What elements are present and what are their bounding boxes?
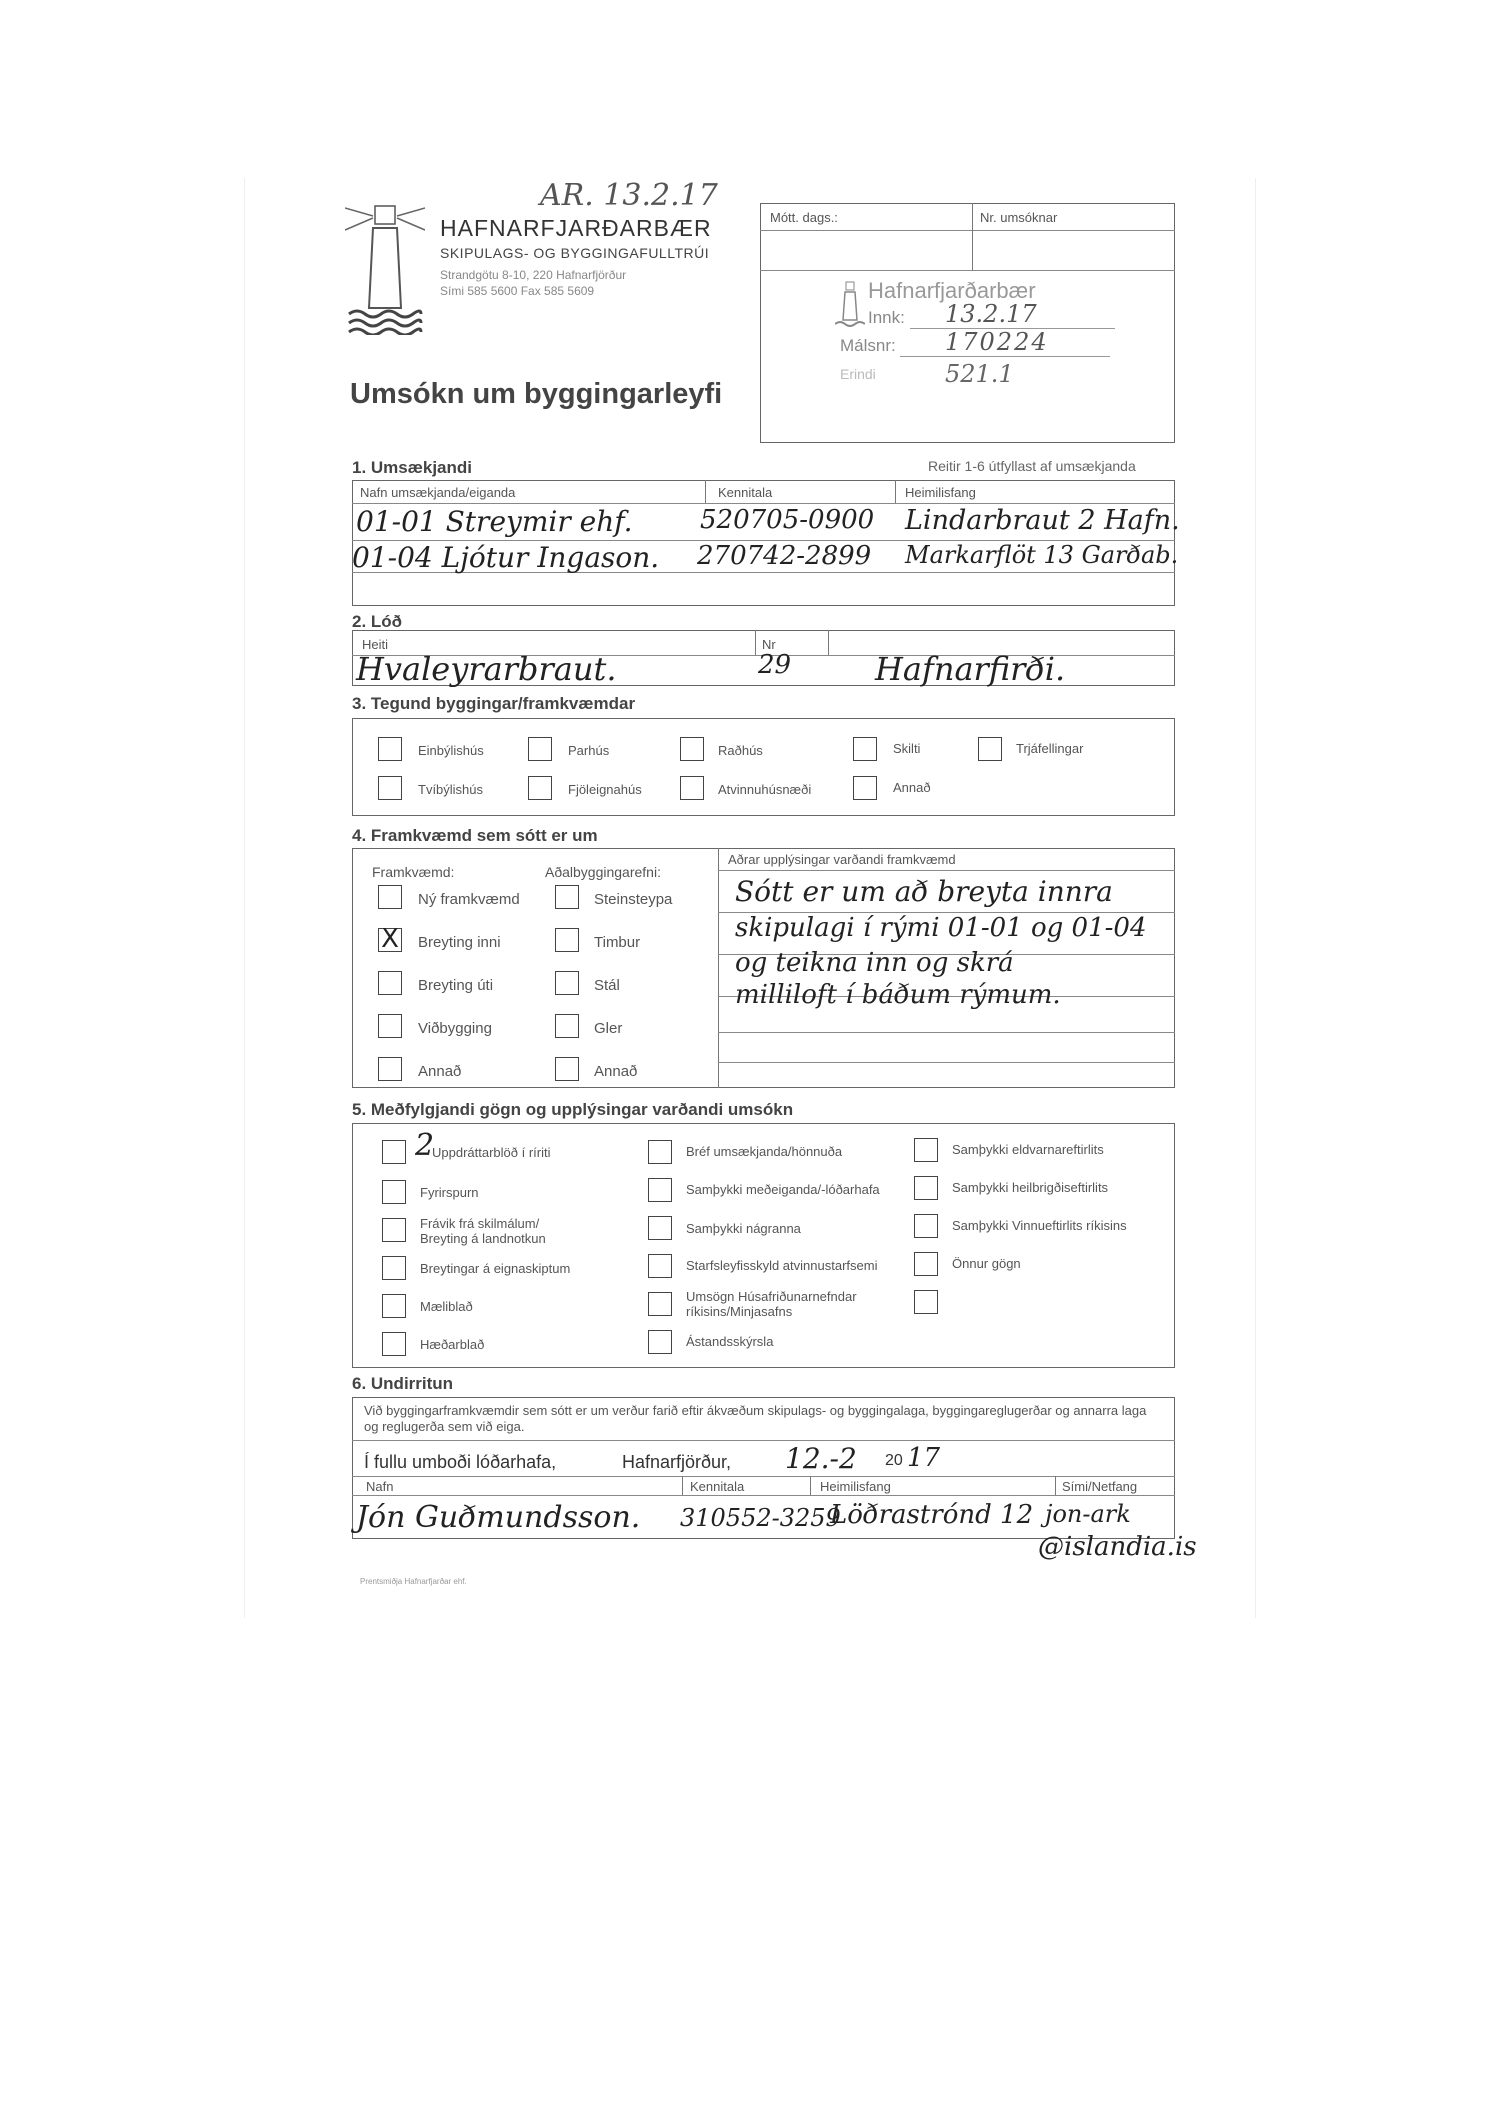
label-steinsteypa: Steinsteypa — [594, 891, 673, 908]
s6-place: Hafnarfjörður, — [622, 1452, 732, 1472]
signer-addr: Löðrastrónd 12 — [830, 1500, 1034, 1530]
s6-terms: Við byggingarframkvæmdir sem sótt er um verður farið eftir ákvæðum skipulags- og byggingalaga, byggingareglugerðar og annarra laga og reglugerða sem við eiga. — [364, 1403, 1147, 1434]
signer-email-1: jon-ark — [1045, 1500, 1131, 1528]
signer-name: Jón Guðmundsson. — [356, 1500, 641, 1535]
label-maeliblad: Mæliblað — [420, 1299, 473, 1314]
label-fyrirspurn: Fyrirspurn — [420, 1185, 479, 1200]
label-annad-tegund: Annað — [893, 780, 931, 795]
other-line-4 — [718, 1032, 1175, 1033]
s2-col-heiti: Heiti — [362, 637, 389, 652]
cb-bref-umsaekjanda[interactable] — [648, 1140, 672, 1164]
cb-uppdrattarblod[interactable] — [382, 1140, 406, 1164]
label-astandsskyrsla: Ástandsskýrsla — [686, 1334, 774, 1349]
org-name: HAFNARFJARÐARBÆR — [440, 215, 712, 241]
stamp-lighthouse-icon — [835, 280, 865, 330]
s4-split — [718, 848, 719, 1088]
s1-col-split-2 — [895, 480, 896, 503]
printer-credit: Prentsmiðja Hafnarfjarðar ehf. — [360, 1577, 467, 1586]
cb-annad-efni[interactable] — [555, 1057, 579, 1081]
lot-town: Hafnarfirði. — [875, 650, 1066, 688]
s6-header-line — [352, 1476, 1175, 1477]
cb-gler[interactable] — [555, 1014, 579, 1038]
attachment-count: 2 — [415, 1128, 435, 1163]
label-husafridun: Umsögn Húsafriðunarnefndar ríkisins/Minjasafns — [686, 1289, 857, 1319]
label-skilti: Skilti — [893, 741, 921, 756]
label-fjoleignahus: Fjöleignahús — [568, 782, 642, 797]
cb-steinsteypa[interactable] — [555, 885, 579, 909]
s6-header-line-2 — [352, 1495, 1175, 1496]
s1-header-line — [352, 503, 1175, 504]
erindi-value: 521.1 — [945, 360, 1014, 388]
cb-eldvarnir[interactable] — [914, 1138, 938, 1162]
erindi-label: Erindi — [840, 366, 876, 382]
cb-vidbygging[interactable] — [378, 1014, 402, 1038]
s2-col-split-2 — [828, 630, 829, 655]
reception-header-line — [760, 230, 1175, 231]
label-vinnueftirlit: Samþykki Vinnueftirlits ríkisins — [952, 1218, 1127, 1233]
label-onnur-gogn: Önnur gögn — [952, 1256, 1021, 1271]
cb-breyting-uti[interactable] — [378, 971, 402, 995]
cb-haedarblad[interactable] — [382, 1332, 406, 1356]
org-address: Strandgötu 8-10, 220 Hafnarfjörður — [440, 268, 627, 282]
cb-breyting-inni[interactable] — [378, 924, 402, 954]
label-annad-framkvaemd: Annað — [418, 1063, 462, 1080]
label-haedarblad: Hæðarblað — [420, 1337, 485, 1352]
s1-col-split-1 — [705, 480, 706, 503]
s6-date: 12.-2 — [785, 1442, 857, 1475]
label-breyting-uti: Breyting úti — [418, 977, 494, 994]
lot-name: Hvaleyrarbraut. — [356, 650, 617, 688]
label-samthykki-nagranna: Samþykki nágranna — [686, 1221, 801, 1236]
malsnr-value: 170224 — [945, 328, 1049, 356]
org-phone: Sími 585 5600 Fax 585 5609 — [440, 284, 595, 298]
label-ny-framkvaemd: Ný framkvæmd — [418, 891, 520, 908]
s6-col-kt: Kennitala — [690, 1479, 745, 1494]
s6-year-prefix: 20 — [885, 1452, 903, 1469]
s6-umbodi: Í fullu umboði lóðarhafa, — [364, 1452, 557, 1472]
s1-title: 1. Umsækjandi — [352, 458, 472, 477]
nr-label: Nr. umsóknar — [980, 210, 1058, 225]
label-annad-efni: Annað — [594, 1063, 638, 1080]
label-timbur: Timbur — [594, 934, 641, 951]
other-info-text-2: skipulagi í rými 01-01 og 01-04 — [735, 913, 1147, 943]
s6-col-split-1 — [682, 1476, 683, 1495]
signer-kt: 310552-3259 — [680, 1504, 841, 1532]
cb-samthykki-medeiganda[interactable] — [648, 1178, 672, 1202]
label-tvibylishus: Tvíbýlishús — [418, 782, 484, 797]
label-uppdrattarblod: Uppdráttarblöð í ríriti — [432, 1145, 551, 1160]
s3-box — [352, 718, 1175, 816]
cb-tvibylishus[interactable] — [378, 776, 402, 800]
cb-einbylishus[interactable] — [378, 737, 402, 761]
lot-nr: 29 — [758, 650, 792, 680]
signer-email-2: @islandia.is — [1038, 1532, 1197, 1562]
cb-atvinnuhusnaedi[interactable] — [680, 776, 704, 800]
s2-col-nr: Nr — [762, 637, 776, 652]
applicant-2-kt: 270742-2899 — [697, 541, 872, 571]
label-samthykki-medeiganda: Samþykki meðeiganda/-lóðarhafa — [686, 1182, 880, 1197]
s6-col-name: Nafn — [366, 1479, 394, 1494]
s6-title: 6. Undirritun — [352, 1374, 454, 1393]
other-info-label: Aðrar upplýsingar varðandi framkvæmd — [728, 852, 956, 867]
cb-fyrirspurn[interactable] — [382, 1180, 406, 1204]
stamp-name: Hafnarfjarðarbær — [868, 278, 1036, 303]
cb-fravik[interactable] — [382, 1218, 406, 1242]
cb-extra[interactable] — [914, 1290, 938, 1314]
top-note: AR. 13.2.17 — [540, 178, 718, 213]
mott-label: Mótt. dags.: — [770, 210, 838, 225]
cb-astandsskyrsla[interactable] — [648, 1330, 672, 1354]
other-line-5 — [718, 1062, 1175, 1063]
applicant-1-name: 01-01 Streymir ehf. — [356, 505, 633, 538]
label-trjafellingar: Trjáfellingar — [1016, 741, 1084, 756]
label-eldvarnir: Samþykki eldvarnareftirlits — [952, 1142, 1104, 1157]
org-subtitle: SKIPULAGS- OG BYGGINGAFULLTRÚI — [440, 245, 710, 261]
cb-eignaskipti[interactable] — [382, 1256, 406, 1280]
label-gler: Gler — [594, 1020, 623, 1037]
other-line-0 — [718, 870, 1175, 871]
s6-col-split-2 — [810, 1476, 811, 1495]
innk-label: Innk: — [868, 308, 905, 327]
label-radhus: Raðhús — [718, 743, 763, 758]
malsnr-label: Málsnr: — [840, 336, 896, 355]
other-info-text-1: Sótt er um að breyta innra — [735, 875, 1113, 908]
s1-col-name: Nafn umsækjanda/eiganda — [360, 485, 516, 500]
s6-year-suffix: 17 — [907, 1443, 941, 1473]
reception-split — [972, 203, 973, 270]
cb-stal[interactable] — [555, 971, 579, 995]
label-fravik: Frávik frá skilmálum/ Breyting á landnotkun — [420, 1216, 546, 1246]
applicant-1-addr: Lindarbraut 2 Hafn. — [905, 505, 1180, 536]
framkvaemd-label: Framkvæmd: — [372, 864, 455, 880]
cb-husafridun[interactable] — [648, 1292, 672, 1316]
label-eignaskipti: Breytingar á eignaskiptum — [420, 1261, 571, 1276]
s6-col-split-3 — [1055, 1476, 1056, 1495]
s1-col-kt: Kennitala — [718, 485, 773, 500]
cb-timbur[interactable] — [555, 928, 579, 952]
other-info-text-3: og teikna inn og skrá — [735, 948, 1014, 978]
s6-terms-line — [352, 1440, 1175, 1441]
label-starfsleyfi: Starfsleyfisskyld atvinnustarfsemi — [686, 1258, 878, 1273]
cb-samthykki-nagranna[interactable] — [648, 1216, 672, 1240]
cb-annad-framkvaemd[interactable] — [378, 1057, 402, 1081]
malsnr-line — [900, 356, 1110, 357]
applicant-1-kt: 520705-0900 — [700, 505, 875, 535]
s3-title: 3. Tegund byggingar/framkvæmdar — [352, 694, 636, 713]
s6-col-contact: Sími/Netfang — [1062, 1479, 1138, 1494]
label-heilbrigdi: Samþykki heilbrigðiseftirlits — [952, 1180, 1109, 1195]
lighthouse-logo — [345, 200, 425, 335]
label-atvinnuhusnaedi: Atvinnuhúsnæði — [718, 782, 812, 797]
cb-onnur-gogn[interactable] — [914, 1252, 938, 1276]
label-einbylishus: Einbýlishús — [418, 743, 484, 758]
innk-value: 13.2.17 — [945, 300, 1037, 328]
cb-maeliblad[interactable] — [382, 1294, 406, 1318]
cb-fjoleignahus[interactable] — [528, 776, 552, 800]
cb-trjafellingar[interactable] — [978, 737, 1002, 761]
s1-note: Reitir 1-6 útfyllast af umsækjanda — [928, 458, 1136, 474]
cb-starfsleyfi[interactable] — [648, 1254, 672, 1278]
s1-col-addr: Heimilisfang — [905, 485, 976, 500]
label-bref-umsaekjanda: Bréf umsækjanda/hönnuða — [686, 1144, 843, 1159]
s2-title: 2. Lóð — [352, 612, 403, 631]
cb-parhus[interactable] — [528, 737, 552, 761]
page-title: Umsókn um byggingarleyfi — [350, 378, 723, 410]
s5-title: 5. Meðfylgjandi gögn og upplýsingar varðandi umsókn — [352, 1100, 794, 1119]
label-breyting-inni: Breyting inni — [418, 934, 501, 951]
cb-heilbrigdi[interactable] — [914, 1176, 938, 1200]
s4-title: 4. Framkvæmd sem sótt er um — [352, 826, 598, 845]
s6-col-addr: Heimilisfang — [820, 1479, 891, 1494]
applicant-2-addr: Markarflöt 13 Garðab. — [905, 541, 1179, 569]
cb-vinnueftirlit[interactable] — [914, 1214, 938, 1238]
s2-col-split — [755, 630, 756, 655]
other-info-text-4: milliloft í báðum rýmum. — [735, 980, 1061, 1010]
cb-radhus[interactable] — [680, 737, 704, 761]
check-mark-icon: X — [381, 924, 399, 954]
reception-row-line — [760, 270, 1175, 271]
cb-annad-tegund[interactable] — [853, 776, 877, 800]
efni-label: Aðalbyggingarefni: — [545, 864, 661, 880]
label-stal: Stál — [594, 977, 620, 994]
applicant-2-name: 01-04 Ljótur Ingason. — [352, 541, 660, 574]
label-vidbygging: Viðbygging — [418, 1020, 492, 1037]
label-parhus: Parhús — [568, 743, 610, 758]
cb-skilti[interactable] — [853, 737, 877, 761]
cb-ny-framkvaemd[interactable] — [378, 885, 402, 909]
